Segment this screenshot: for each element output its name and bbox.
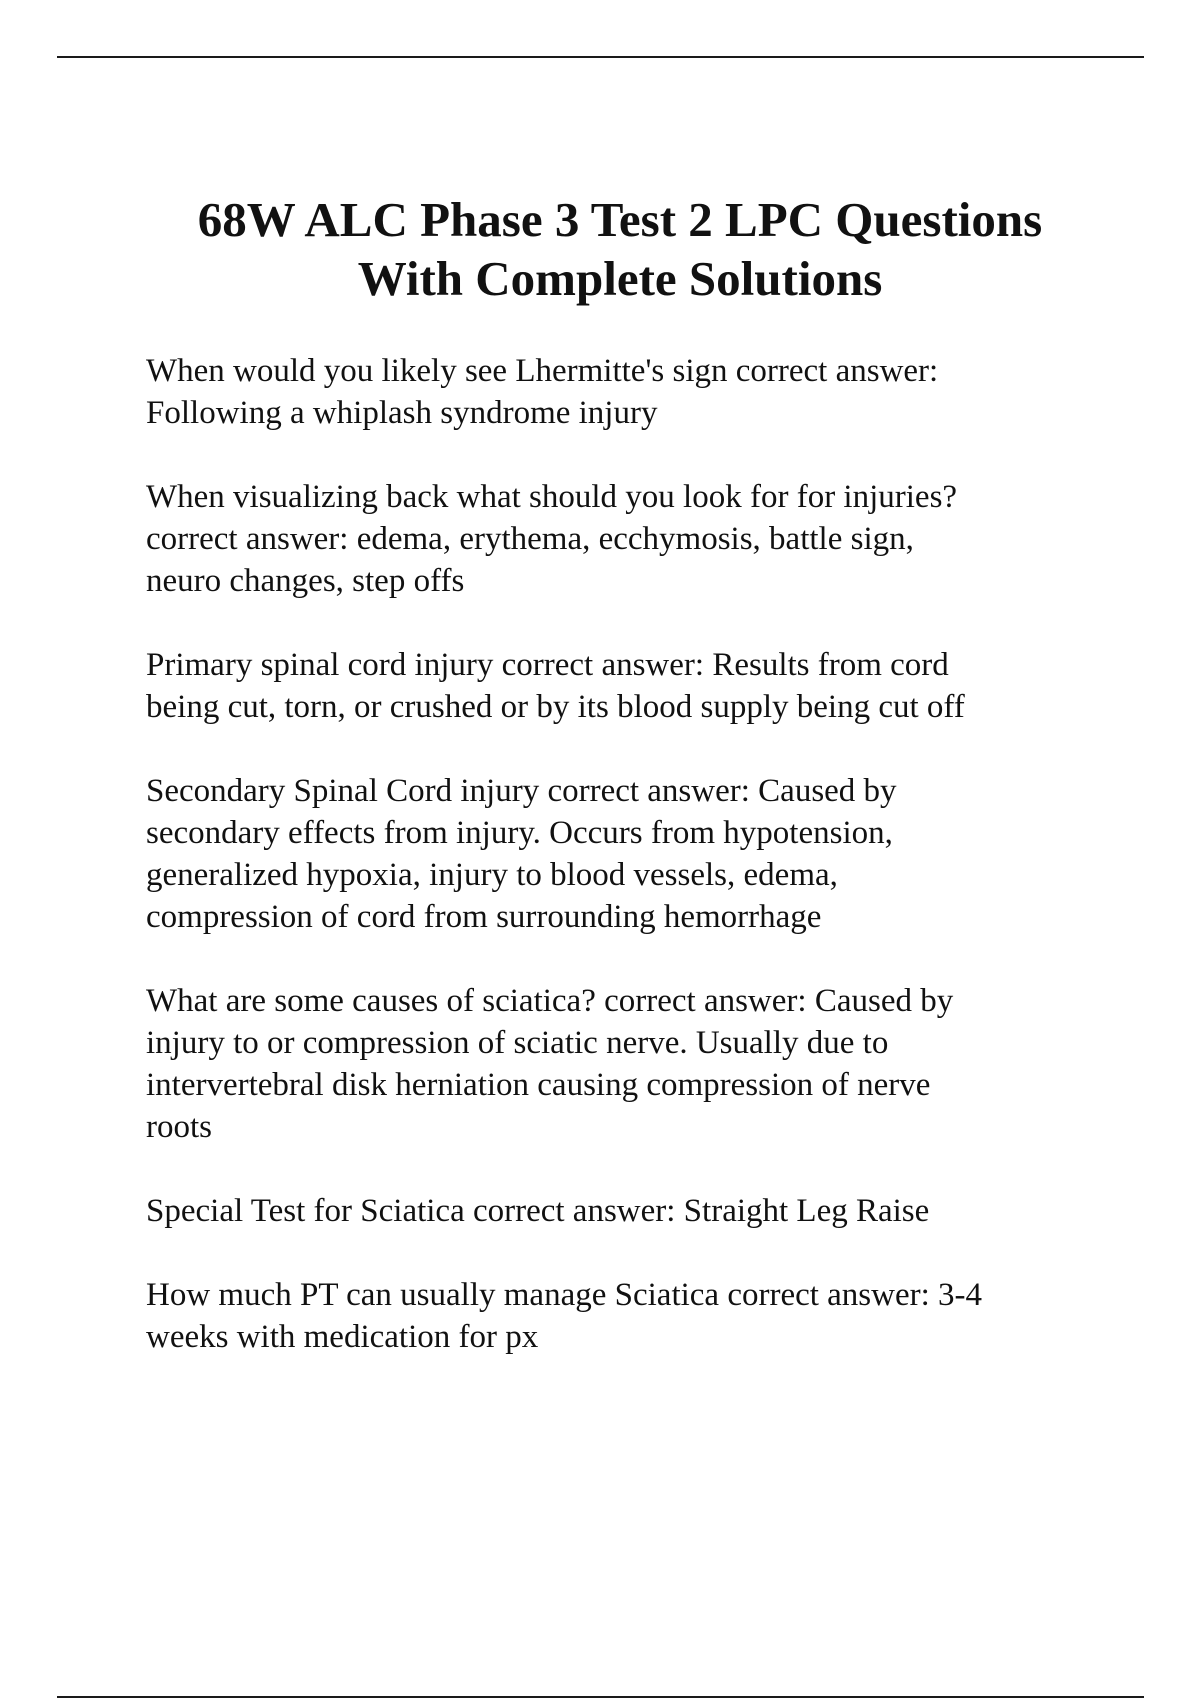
qa-line: being cut, torn, or crushed or by its blood supply being cut off — [146, 689, 965, 725]
qa-line: When would you likely see Lhermitte's sign correct answer: — [146, 353, 939, 389]
qa-item-lhermitte — [146, 350, 1146, 434]
qa-line: When visualizing back what should you look for for injuries? — [146, 479, 958, 515]
qa-line: Special Test for Sciatica correct answer: Straight Leg Raise — [146, 1193, 930, 1229]
qa-line: compression of cord from surrounding hemorrhage — [146, 899, 822, 935]
qa-line: injury to or compression of sciatic nerve. Usually due to — [146, 1025, 889, 1061]
qa-line: How much PT can usually manage Sciatica correct answer: 3-4 — [146, 1277, 983, 1313]
qa-item-primary-injury — [146, 644, 1146, 728]
qa-line: neuro changes, step offs — [146, 563, 465, 599]
qa-item-sciatica-test — [146, 1190, 1146, 1232]
qa-list — [146, 350, 1146, 1400]
qa-line: weeks with medication for px — [146, 1319, 539, 1355]
qa-line: correct answer: edema, erythema, ecchymosis, battle sign, — [146, 521, 914, 557]
qa-item-sciatica-pt — [146, 1274, 1146, 1358]
qa-line: What are some causes of sciatica? correct answer: Caused by — [146, 983, 954, 1019]
qa-item-secondary-injury — [146, 770, 1146, 938]
qa-line: secondary effects from injury. Occurs from hypotension, — [146, 815, 893, 851]
title-line-2: With Complete Solutions — [357, 251, 883, 306]
bottom-rule — [57, 1696, 1144, 1698]
document-title — [100, 190, 1140, 308]
title-line-1: 68W ALC Phase 3 Test 2 LPC Questions — [197, 192, 1043, 247]
qa-line: intervertebral disk herniation causing compression of nerve — [146, 1067, 931, 1103]
top-rule — [57, 56, 1144, 58]
qa-line: Primary spinal cord injury correct answer: Results from cord — [146, 647, 949, 683]
qa-line: generalized hypoxia, injury to blood vessels, edema, — [146, 857, 838, 893]
qa-line: roots — [146, 1109, 212, 1145]
qa-line: Secondary Spinal Cord injury correct answer: Caused by — [146, 773, 897, 809]
qa-item-sciatica-causes — [146, 980, 1146, 1148]
qa-item-visualizing-back — [146, 476, 1146, 602]
qa-line: Following a whiplash syndrome injury — [146, 395, 658, 431]
